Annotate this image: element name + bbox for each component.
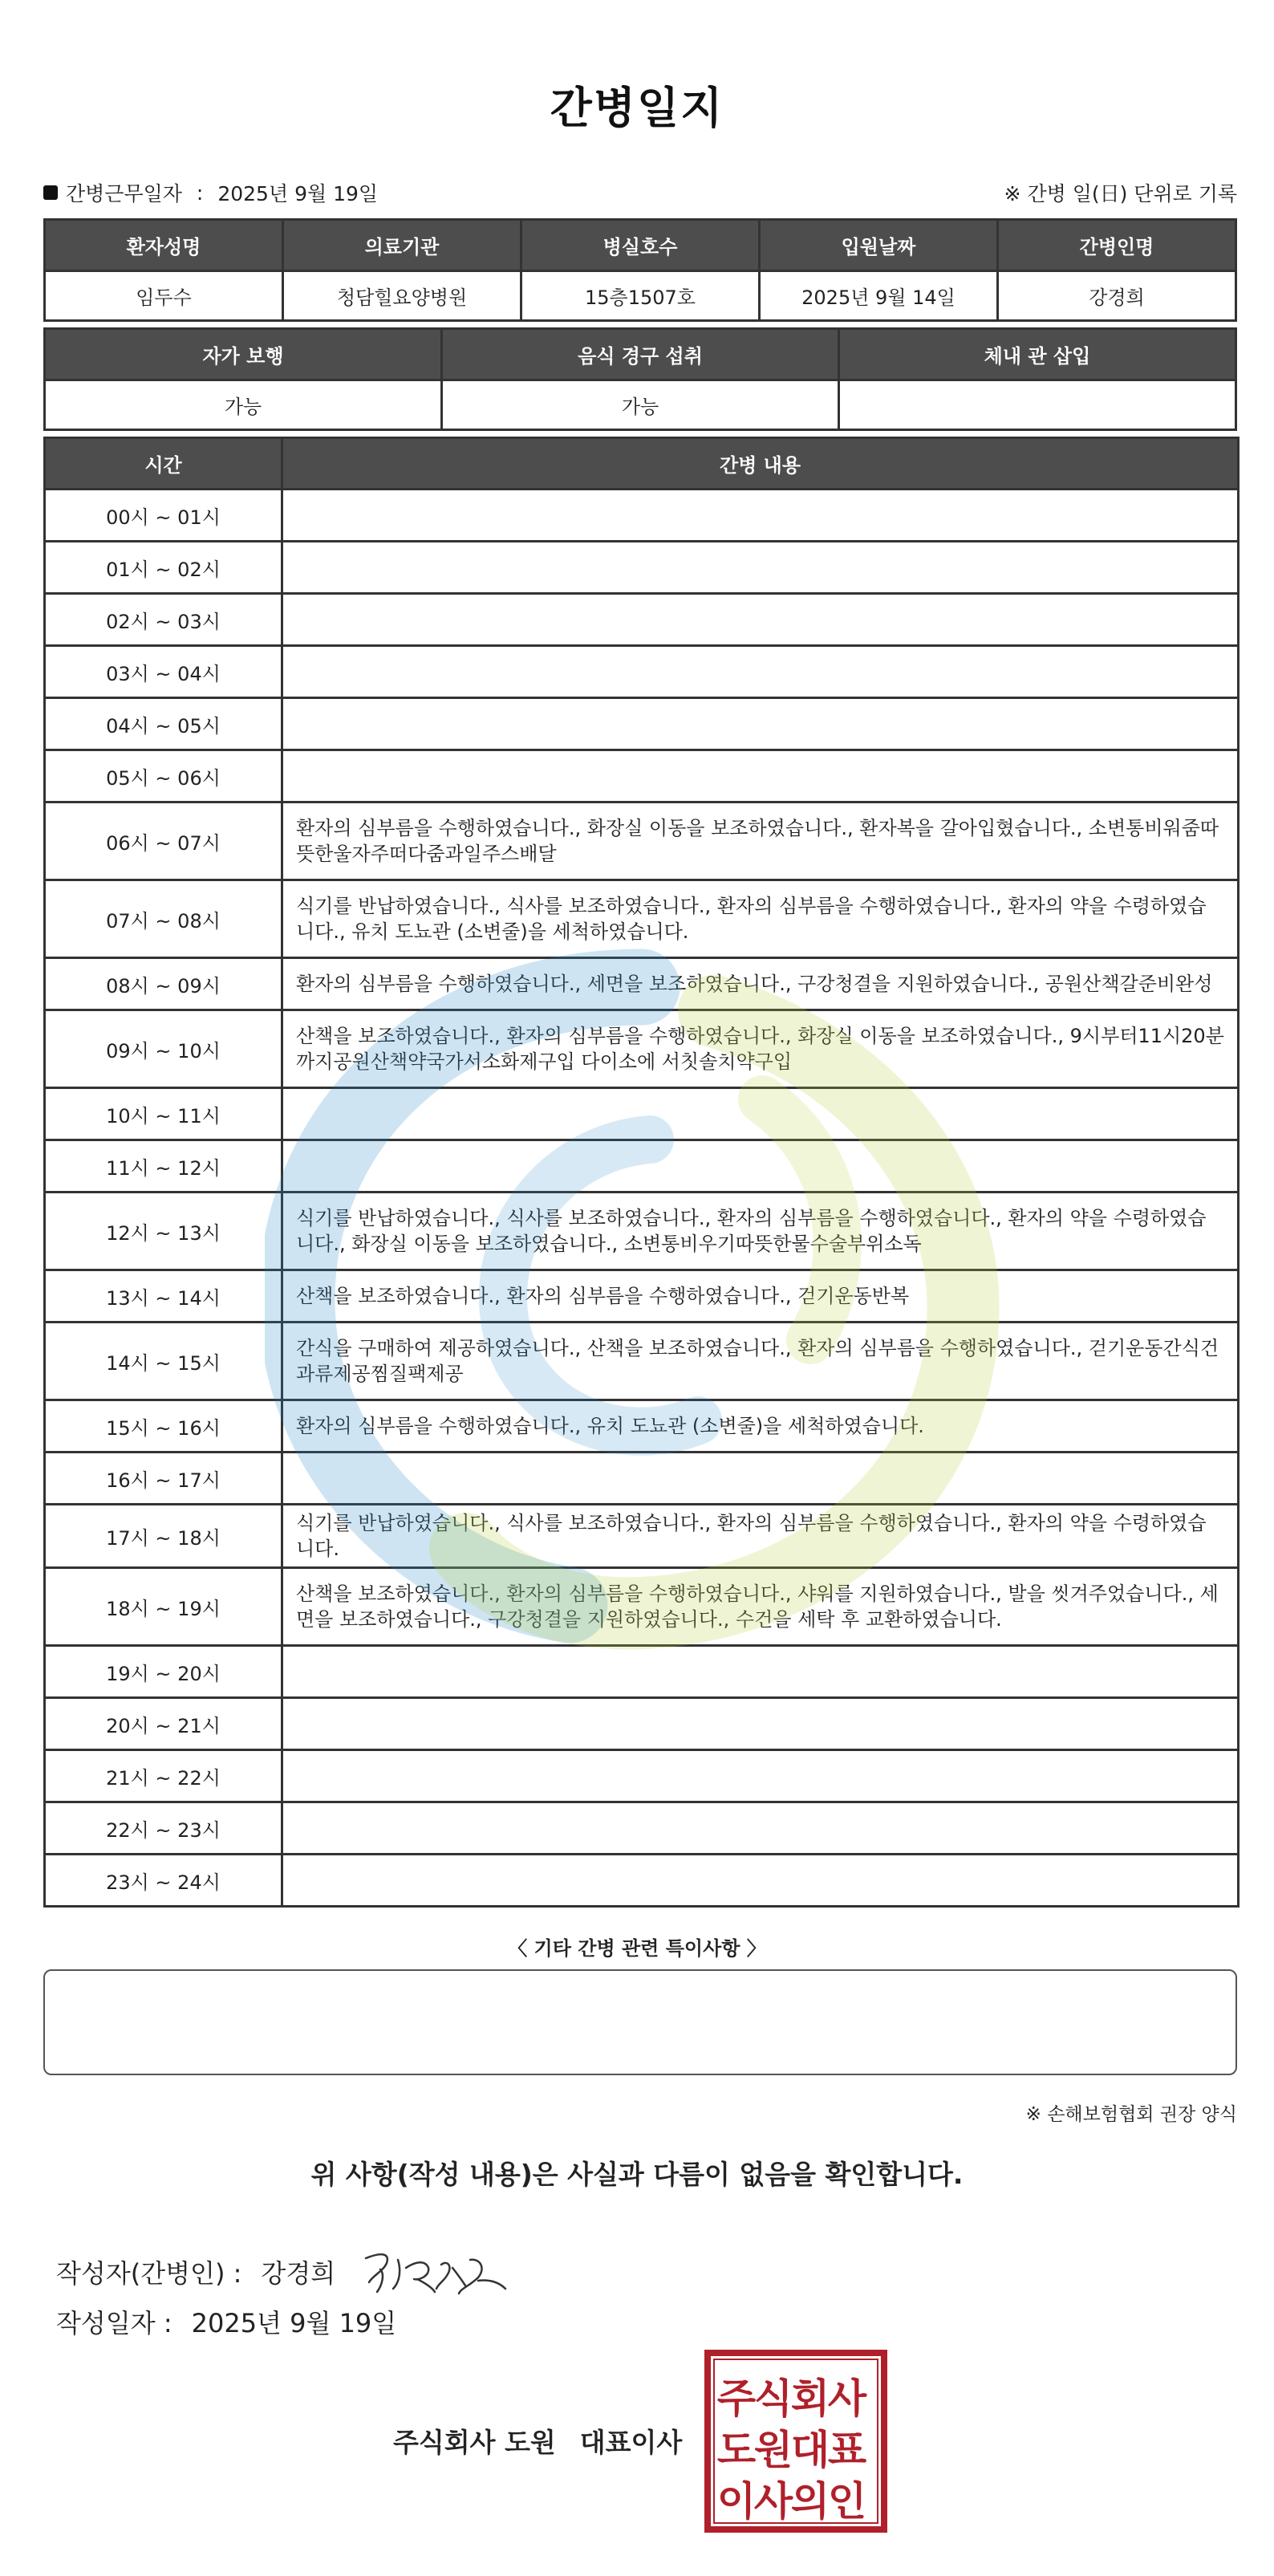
writer-line [56, 2244, 510, 2300]
care-content-cell: 환자의 심부름을 수행하였습니다., 유치 도뇨관 (소변줄)을 세척하였습니다. [282, 1400, 1239, 1453]
time-cell: 22시 ~ 23시 [45, 1802, 282, 1855]
time-cell: 16시 ~ 17시 [45, 1453, 282, 1505]
time-cell: 18시 ~ 19시 [45, 1568, 282, 1646]
seal-character: 도 [716, 2427, 757, 2473]
header-walking: 자가 보행 [45, 329, 442, 380]
time-cell: 04시 ~ 05시 [45, 698, 282, 750]
seal-character: 사 [753, 2478, 793, 2525]
care-content-cell [282, 1646, 1239, 1698]
table-row [45, 1140, 1239, 1193]
care-content-cell [282, 542, 1239, 594]
table-row [45, 1750, 1239, 1802]
work-date [43, 178, 378, 207]
unit-note: ※ 간병 일(日) 단위로 기록 [1004, 182, 1237, 205]
table-row [45, 802, 1239, 880]
time-cell: 03시 ~ 04시 [45, 646, 282, 698]
care-content-cell [282, 1088, 1239, 1140]
time-cell: 02시 ~ 03시 [45, 594, 282, 646]
care-content-cell: 환자의 심부름을 수행하였습니다., 세면을 보조하였습니다., 구강청결을 지원하였습니다., 공원산책갈준비완성 [282, 958, 1239, 1010]
patient-status-table [43, 327, 1237, 431]
seal-character: 원 [753, 2427, 793, 2473]
care-content-cell [282, 1453, 1239, 1505]
care-content-cell: 산책을 보조하였습니다., 환자의 심부름을 수행하였습니다., 화장실 이동을 보조하였습니다., 9시부터11시20분까지공원산책약국가서소화제구입 다이소에 서칫솔치약구입 [282, 1010, 1239, 1088]
time-cell: 12시 ~ 13시 [45, 1193, 282, 1270]
table-row [45, 750, 1239, 802]
table-row [45, 594, 1239, 646]
time-cell: 14시 ~ 15시 [45, 1323, 282, 1400]
table-row [45, 1646, 1239, 1698]
table-row [45, 1568, 1239, 1646]
header-patient-name: 환자성명 [45, 220, 283, 271]
confirmation-statement: 위 사항(작성 내용)은 사실과 다름이 없음을 확인합니다. [310, 2159, 964, 2190]
table-row [45, 1698, 1239, 1750]
care-content-cell [282, 750, 1239, 802]
company-name: 주식회사 도원 [393, 2427, 556, 2458]
care-content-cell [282, 1802, 1239, 1855]
time-cell: 07시 ~ 08시 [45, 880, 282, 958]
header-room: 병실호수 [521, 220, 760, 271]
caregiver-name: 강경희 [998, 271, 1236, 321]
writer-label: 작성자(간병인) : [56, 2258, 242, 2289]
room-number: 15층1507호 [521, 271, 760, 321]
time-cell: 05시 ~ 06시 [45, 750, 282, 802]
walking-value: 가능 [45, 380, 442, 430]
time-cell: 19시 ~ 20시 [45, 1646, 282, 1698]
seal-character: 표 [827, 2427, 867, 2473]
care-content-cell: 간식을 구매하여 제공하였습니다., 산책을 보조하였습니다., 환자의 심부름을 수행하였습니다., 걷기운동간식건과류제공찜질팩제공 [282, 1323, 1239, 1400]
table-row [45, 1855, 1239, 1907]
page-title: 간병일지 [550, 83, 724, 133]
care-content-cell: 산책을 보조하였습니다., 환자의 심부름을 수행하였습니다., 걷기운동반복 [282, 1270, 1239, 1323]
care-content-cell [282, 1750, 1239, 1802]
notes-title: 〈 기타 간병 관련 특이사항 〉 [508, 1937, 766, 1960]
time-cell: 00시 ~ 01시 [45, 490, 282, 542]
company-signature [393, 2422, 682, 2460]
time-cell: 15시 ~ 16시 [45, 1400, 282, 1453]
time-cell: 11시 ~ 12시 [45, 1140, 282, 1193]
table-row [45, 1010, 1239, 1088]
table-row [45, 1323, 1239, 1400]
recommend-note: ※ 손해보험협회 권장 양식 [1025, 2104, 1237, 2125]
care-content-cell: 산책을 보조하였습니다., 환자의 심부름을 수행하였습니다., 샤워를 지원하였습니다., 발을 씻겨주었습니다., 세면을 보조하였습니다., 구강청결을 지원하였습니다., 수건을 세탁 후 교환하였습니다. [282, 1568, 1239, 1646]
table-row [45, 1453, 1239, 1505]
time-cell: 21시 ~ 22시 [45, 1750, 282, 1802]
table-row [45, 1802, 1239, 1855]
square-bullet-icon [43, 185, 58, 200]
write-date-line [56, 2303, 396, 2340]
care-content-cell: 식기를 반납하였습니다., 식사를 보조하였습니다., 환자의 심부름을 수행하였습니다., 환자의 약을 수령하였습니다., 유치 도뇨관 (소변줄)을 세척하였습니다. [282, 880, 1239, 958]
work-date-value: 2025년 9월 19일 [217, 182, 379, 205]
work-date-separator: : [196, 181, 204, 205]
table-row [45, 880, 1239, 958]
seal-character: 주 [716, 2375, 757, 2422]
time-cell: 10시 ~ 11시 [45, 1088, 282, 1140]
seal-character: 이 [716, 2478, 757, 2525]
patient-name: 임두수 [45, 271, 283, 321]
care-content-cell: 식기를 반납하였습니다., 식사를 보조하였습니다., 환자의 심부름을 수행하였습니다., 환자의 약을 수령하였습니다., 화장실 이동을 보조하였습니다., 소변통비우기따뜻한물수술부위소독 [282, 1193, 1239, 1270]
care-content-cell: 식기를 반납하였습니다., 식사를 보조하였습니다., 환자의 심부름을 수행하였습니다., 환자의 약을 수령하였습니다. [282, 1505, 1239, 1568]
writer-name: 강경희 [261, 2258, 336, 2289]
tube-value [839, 380, 1236, 430]
company-seal-stamp [704, 2350, 887, 2533]
seal-character: 회 [790, 2375, 830, 2422]
care-content-cell [282, 594, 1239, 646]
table-row [45, 1193, 1239, 1270]
table-row [45, 1088, 1239, 1140]
notes-box [43, 1969, 1237, 2075]
table-row [45, 698, 1239, 750]
table-row [45, 646, 1239, 698]
care-content-cell [282, 646, 1239, 698]
table-row [45, 490, 1239, 542]
table-row [45, 1505, 1239, 1568]
seal-character: 의 [790, 2478, 830, 2525]
hospital-name: 청담힐요양병원 [283, 271, 521, 321]
seal-character: 인 [827, 2478, 867, 2525]
table-row [45, 542, 1239, 594]
time-cell: 20시 ~ 21시 [45, 1698, 282, 1750]
header-caregiver: 간병인명 [998, 220, 1236, 271]
company-title: 대표이사 [579, 2427, 683, 2458]
write-date-label: 작성일자 : [56, 2308, 172, 2338]
admission-date: 2025년 9월 14일 [760, 271, 998, 321]
care-content-cell [282, 698, 1239, 750]
header-admission-date: 입원날짜 [760, 220, 998, 271]
header-tube: 체내 관 삽입 [839, 329, 1236, 380]
header-time: 시간 [45, 438, 282, 490]
table-row [45, 1400, 1239, 1453]
table-row [45, 1270, 1239, 1323]
care-content-cell [282, 1698, 1239, 1750]
write-date-value: 2025년 9월 19일 [191, 2308, 397, 2338]
care-content-cell: 환자의 심부름을 수행하였습니다., 화장실 이동을 보조하였습니다., 환자복을 갈아입혔습니다., 소변통비워줌따뜻한울자주떠다줌과일주스배달 [282, 802, 1239, 880]
meta-row [43, 178, 1237, 207]
seal-character: 대 [790, 2427, 830, 2473]
seal-character: 식 [753, 2375, 793, 2422]
care-log-table [43, 437, 1240, 1908]
table-row [45, 958, 1239, 1010]
care-content-cell [282, 490, 1239, 542]
header-oral-intake: 음식 경구 섭취 [442, 329, 839, 380]
work-date-label: 간병근무일자 [66, 182, 182, 205]
care-content-cell [282, 1855, 1239, 1907]
time-cell: 13시 ~ 14시 [45, 1270, 282, 1323]
time-cell: 09시 ~ 10시 [45, 1010, 282, 1088]
time-cell: 01시 ~ 02시 [45, 542, 282, 594]
patient-info-table [43, 218, 1237, 322]
time-cell: 08시 ~ 09시 [45, 958, 282, 1010]
seal-character: 사 [827, 2375, 867, 2422]
care-content-cell [282, 1140, 1239, 1193]
time-cell: 23시 ~ 24시 [45, 1855, 282, 1907]
header-hospital: 의료기관 [283, 220, 521, 271]
handwritten-signature [358, 2244, 510, 2300]
time-cell: 06시 ~ 07시 [45, 802, 282, 880]
oral-intake-value: 가능 [442, 380, 839, 430]
header-care-content: 간병 내용 [282, 438, 1239, 490]
time-cell: 17시 ~ 18시 [45, 1505, 282, 1568]
